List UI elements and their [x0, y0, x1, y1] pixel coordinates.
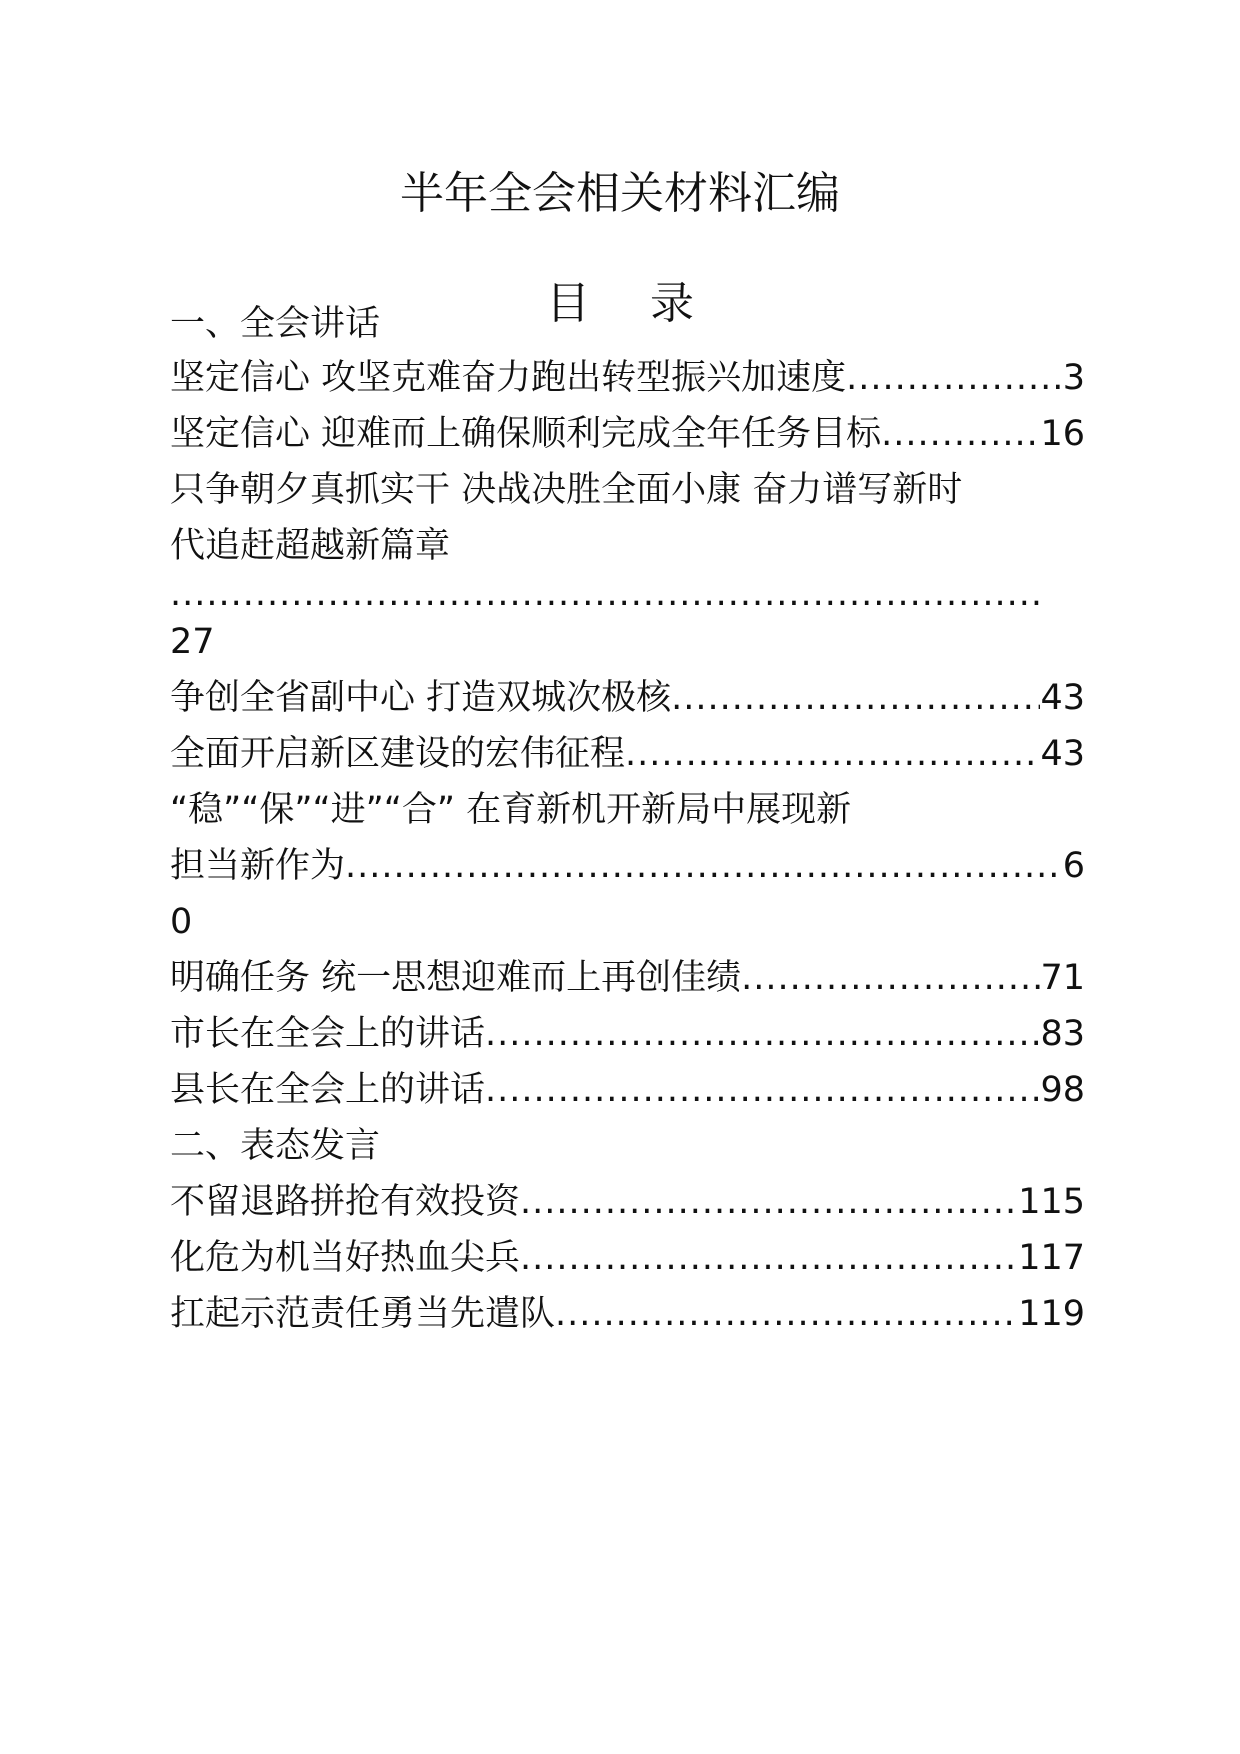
leader-dots: [671, 674, 1040, 722]
toc-entry-page: 119: [1018, 1294, 1085, 1334]
toc-entry[interactable]: [170, 674, 1085, 722]
toc-entry-title-line[interactable]: “稳”“保”“进”“合” 在育新机开新局中展现新: [170, 790, 852, 830]
toc-entry-page: 71: [1040, 958, 1085, 998]
toc-entry-title: 坚定信心 迎难而上确保顺利完成全年任务目标: [170, 414, 882, 454]
toc-entry-page: 27: [170, 622, 215, 662]
toc-entry-page: 83: [1040, 1014, 1085, 1054]
toc-entry[interactable]: [170, 410, 1085, 458]
toc-entry-title: 明确任务 统一思想迎难而上再创佳绩: [170, 958, 742, 998]
leader-dots: [520, 1234, 1018, 1282]
toc-entry-title: 担当新作为: [170, 846, 346, 886]
toc-entry[interactable]: [170, 1178, 1085, 1226]
leader-dots: [345, 842, 1063, 890]
toc-entry-page: 3: [1062, 358, 1085, 398]
leader-dots: [555, 1290, 1018, 1338]
toc-entry-page: 43: [1040, 678, 1085, 718]
toc-entry-page: 98: [1040, 1070, 1085, 1110]
section-heading: 一、全会讲话: [170, 304, 381, 344]
document-title: 半年全会相关材料汇编: [400, 168, 840, 219]
toc-entry-page: 117: [1018, 1238, 1085, 1278]
toc-entry-title: 县长在全会上的讲话: [170, 1070, 486, 1110]
toc-entry[interactable]: [170, 1066, 1085, 1114]
toc-entry-page: 115: [1018, 1182, 1085, 1222]
toc-entry-title: 坚定信心 攻坚克难奋力跑出转型振兴加速度: [170, 358, 847, 398]
toc-entry[interactable]: [170, 1234, 1085, 1282]
toc-entry-page: 0: [170, 902, 193, 942]
toc-entry[interactable]: [170, 354, 1085, 402]
leader-dots: [741, 954, 1040, 1002]
toc-entry-page: 6: [1062, 846, 1085, 886]
toc-entry[interactable]: [170, 1010, 1085, 1058]
toc-entry-title: 化危为机当好热血尖兵: [170, 1238, 521, 1278]
toc-heading: 目录: [546, 278, 754, 329]
toc-entry-page: 16: [1040, 414, 1085, 454]
leader-dots: [881, 410, 1040, 458]
toc-entry-title: 市长在全会上的讲话: [170, 1014, 486, 1054]
toc-entry-title-line[interactable]: 代追赶超越新篇章: [170, 526, 451, 566]
toc-entry-title: 全面开启新区建设的宏伟征程: [170, 734, 626, 774]
leader-dots: [485, 1066, 1040, 1114]
leader-dots: [625, 730, 1040, 778]
toc-entry[interactable]: [170, 954, 1085, 1002]
toc-entry-title-line[interactable]: 只争朝夕真抓实干 决战决胜全面小康 奋力谱写新时: [170, 470, 963, 510]
toc-entry[interactable]: [170, 1290, 1085, 1338]
toc-entry-title: 不留退路拼抢有效投资: [170, 1182, 521, 1222]
leader-dots: [846, 354, 1063, 402]
toc-entry-title: 扛起示范责任勇当先遣队: [170, 1294, 556, 1334]
toc-entry-title: 争创全省副中心 打造双城次极核: [170, 678, 672, 718]
leader-dots-line: [170, 570, 1085, 618]
toc-entry-page: 43: [1040, 734, 1085, 774]
leader-dots: [520, 1178, 1018, 1226]
toc-entry[interactable]: [170, 842, 1085, 890]
leader-dots: [485, 1010, 1040, 1058]
toc-entry[interactable]: [170, 730, 1085, 778]
section-heading: 二、表态发言: [170, 1126, 381, 1166]
